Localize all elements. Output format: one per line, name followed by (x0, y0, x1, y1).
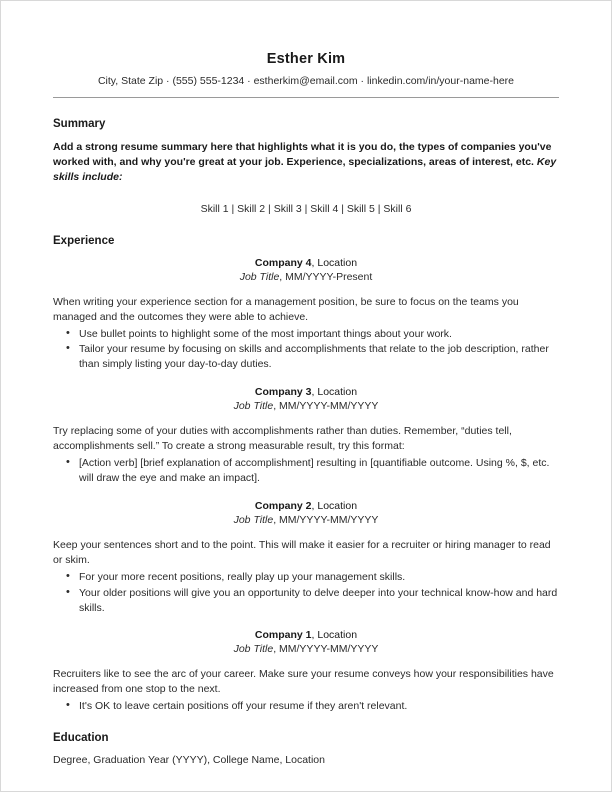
job-company-line (53, 500, 559, 512)
company-location: , Location (311, 499, 358, 512)
job-bullets (53, 327, 559, 373)
job-description: Keep your sentences short and to the point. This will make it easier for a recruiter or hiring manager to read or skim. (53, 538, 551, 566)
list-item: • It's OK to leave certain positions off your resume if they aren't relevant. (79, 699, 559, 714)
company-name: Company 4 (254, 256, 312, 269)
company-location: , Location (311, 629, 358, 642)
job-title-line (53, 271, 559, 283)
experience-entry (53, 386, 559, 486)
job-description: Recruiters like to see the arc of your career. Make sure your resume conveys how your responsibilities have increased from one stop to the next. (53, 668, 554, 696)
skills-list: Skill 1 | Skill 2 | Skill 3 | Skill 4 | Skill 5 | Skill 6 (200, 202, 412, 215)
job-dates: , MM/YYYY-MM/YYYY (273, 643, 379, 656)
job-company-line (53, 629, 559, 641)
experience-entry (53, 629, 559, 714)
company-name: Company 1 (254, 629, 312, 642)
job-title: Job Title (239, 270, 280, 283)
job-bullets (53, 456, 559, 486)
job-bullets (53, 699, 559, 714)
section-title-education: Education (53, 732, 109, 745)
summary-text: Add a strong resume summary here that highlights what it is you do, the types of companies you've worked with, and why you're great at your job. Experience, specializations, areas of interest, etc. (53, 141, 552, 168)
job-title-line (53, 400, 559, 412)
job-description: When writing your experience section for a management position, be sure to focus on the teams you managed and the outcomes they were able to achieve. (53, 295, 519, 323)
summary-key-skills-label: Key skills include: (53, 155, 557, 183)
job-title-line (53, 643, 559, 655)
company-location: , Location (311, 256, 358, 269)
company-location: , Location (311, 386, 358, 399)
job-dates: , MM/YYYY-MM/YYYY (273, 513, 379, 526)
list-item: • Your older positions will give you an opportunity to delve deeper into your technical know-how and hard skills. (79, 586, 559, 616)
job-dates: , MM/YYYY-Present (279, 270, 373, 283)
job-dates: , MM/YYYY-MM/YYYY (273, 400, 379, 413)
candidate-name: Esther Kim (266, 51, 346, 67)
list-item: • [Action verb] [brief explanation of accomplishment] resulting in [quantifiable outcome. Using %, $, etc. will draw the eye and make an impact]. (79, 456, 559, 486)
contact-line: City, State Zip · (555) 555-1234 · estherkim@email.com · linkedin.com/in/your-name-here (53, 75, 559, 98)
job-title: Job Title (233, 643, 274, 656)
education-entry: Degree, Graduation Year (YYYY), College Name, Location (53, 754, 325, 767)
list-item: • Tailor your resume by focusing on skills and accomplishments that relate to the job description, rather than simply listing your day-to-day duties. (79, 342, 559, 372)
job-description: Try replacing some of your duties with accomplishments rather than duties. Remember, “duties tell, accomplishments sell.” To create a strong measurable result, try this format: (53, 425, 512, 453)
job-company-line (53, 386, 559, 398)
company-name: Company 2 (254, 499, 312, 512)
job-title: Job Title (233, 400, 274, 413)
experience-entry (53, 500, 559, 616)
list-item: • For your more recent positions, really play up your management skills. (79, 570, 559, 585)
section-title-experience: Experience (53, 234, 115, 247)
job-company-line (53, 257, 559, 269)
company-name: Company 3 (254, 386, 312, 399)
job-bullets (53, 570, 559, 616)
experience-entry (53, 257, 559, 373)
section-title-summary: Summary (53, 118, 106, 130)
job-title: Job Title (233, 513, 274, 526)
job-title-line (53, 514, 559, 526)
list-item: • Use bullet points to highlight some of the most important things about your work. (79, 327, 559, 342)
summary-paragraph (53, 140, 559, 185)
